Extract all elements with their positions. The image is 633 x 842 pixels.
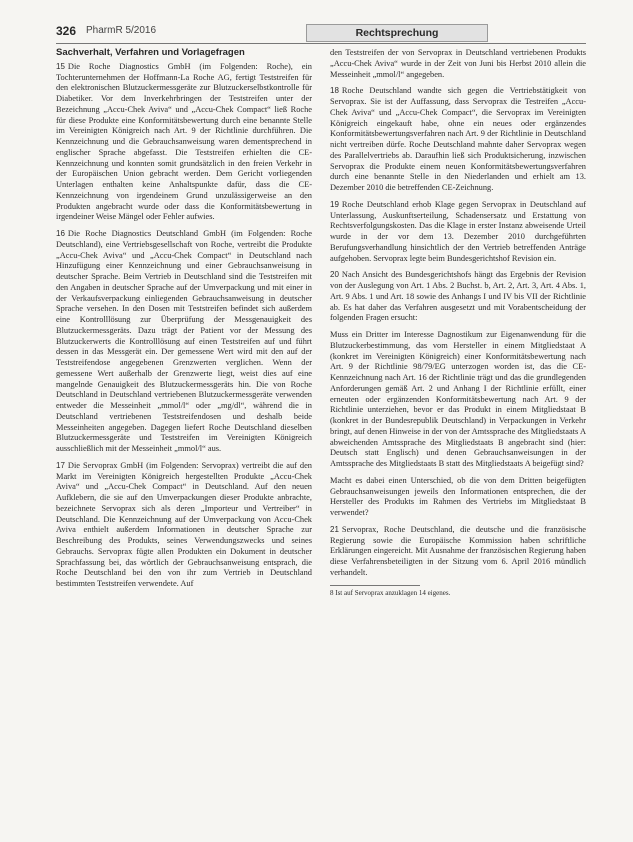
- page-header: [56, 22, 586, 42]
- header-divider: [56, 43, 586, 44]
- paragraph-20: [330, 270, 586, 324]
- paragraph-number: 17: [56, 460, 65, 470]
- paragraph-text: Roche Deutschland wandte sich gegen die Vertriebstätigkeit von Servoprax. Sie ist der Auffassung, dass Servoprax die Testreifen „Accu-Chek Aviva“ und „Accu-Chek Compact“, die Servoprax im Vereinigten Königreich eingekauft habe, ohne ein neues oder ergänzendes Konformitätsbewertungsverfahren nach Art. 9 der Richtlinie in Deutschland nicht vertreiben dürfe. Roche Deutschland mahnte daher Servoprax wegen des Parallelvertriebs ab. Daraufhin ließ sich Produktsicherung, inzwischen Servoprax die Produkte einem neuen Konformitätsbewertungsverfahren durch eine benannte Stelle in den Niederlanden und erhielt am 13. Dezember 2010 die betreffenden CE-Zeichnung.: [330, 86, 586, 192]
- referred-question-2: Macht es dabei einen Unterschied, ob die von dem Dritten beigefügten Gebrauchsanweisungen jeweils den Informationen entsprechen, die der Hersteller des Produkts im Rahmen des Vertriebs im Mitgliedstaat B verwendet?: [330, 475, 586, 517]
- continued-paragraph: den Teststreifen der von Servoprax in Deutschland vertriebenen Produkts „Accu-Chek Aviva“ wurde in der Zeit von Juni bis Herbst 2010 allein die Messeinheit „mmol/l“ angegeben.: [330, 48, 586, 79]
- left-column: [56, 48, 312, 596]
- paragraph-18: [330, 86, 586, 194]
- right-column: [330, 48, 586, 598]
- paragraph-text: Servoprax, Roche Deutschland, die deutsche und die französische Regierung sowie die Europäische Kommission haben schriftliche Erklärungen eingereicht. Mit Ausnahme der französischen Regierung haben diese Verfahrensbeteiligten in der Sitzung vom 6. April 2016 mündlich verhandelt.: [330, 524, 586, 577]
- section-title: Rechtsprechung: [306, 24, 488, 42]
- section-heading: Sachverhalt, Verfahren und Vorlagefragen: [56, 47, 245, 58]
- journal-issue: PharmR 5/2016: [86, 25, 157, 36]
- paragraph-text: Roche Deutschland erhob Klage gegen Servoprax in Deutschland auf Unterlassung, Auskunftserteilung, Schadensersatz und Erstattung von Rechtsverfolgungskosten. Das die Klage in erster Instanz abweisende Urteil wurde in der vor dem 13. Dezember 2010 durchgeführten Berufungsverhandlung hinsichtlich der den Vertrieb betreffenden Anträge aufgehoben. Servoprax legte beim Bundesgerichtshof Revision ein.: [330, 199, 586, 263]
- paragraph-number: 15: [56, 61, 65, 71]
- paragraph-text: Die Servoprax GmbH (im Folgenden: Servoprax) vertreibt die auf den Markt im Vereinigten Königreich hergestellten Produkte „Accu-Chek Aviva“ und „Accu-Chek Compact“ in Deutschland. Auf den neuen Aufklebern, die sie auf den Umverpackungen dieser Produkte anbrachte, bezeichnete Servoprax sich als deren „Importeur und Vertreiber“ in Deutschland. Die Kennzeichnung auf der Umverpackung von Accu-Chek Aviva enthielt außerdem Informationen in deutscher Sprache zur Beschreibung des Produkts, seines Verwendungszwecks und seines Gebrauchs. Servoprax fügte allen Produkten ein Dokument in deutscher Sprachfassung bei, das wörtlich der Gebrauchsanweisung entsprach, die Roche Deutschland bei den von ihr zum Vertrieb in Deutschland bestimmten Teststreifen verwendete. Auf: [56, 460, 312, 588]
- paragraph-number: 21: [330, 524, 339, 534]
- paragraph-16: [56, 229, 312, 455]
- footnote: 8 Ist auf Servoprax anzuklagen 14 eigenes.: [330, 588, 451, 597]
- paragraph-text: Die Roche Diagnostics GmbH (im Folgenden: Roche), ein Tochterunternehmen der Hoffmann-La Roche AG, fertigt Teststreifen für den elektronischen Blutzuckermessgeräte zur Blutzuckerselbstkontrolle für Diabetiker. Vor dem Inverkehrbringen der Teststreifen unter der Bezeichnung „Accu-Chek Aviva“ und „Accu-Chek Compact“ ließ Roche für diese Produkte eine Konformitätsbewertung durch eine benannte Stelle im Vereinigten Königreich nach Art. 9 der Richtlinie durchführen. Die Kennzeichnung und die Gebrauchsanweisung waren dementsprechend in englischer Sprache abgefasst. Die Teststreifen erhielten die CE-Kennzeichnung und konnten somit grundsätzlich in den freien Verkehr in der Europäischen Union gebracht werden. Dem Gericht vorliegenden Unterlagen enthalten keine Anhaltspunkte dafür, dass die CE-Kennzeichnung von irgendeinem Grund unzulässigerweise an den Produkten angebracht wurde oder dass die Konformitätsbewertung in irgendeiner Weise Mängel oder Fehler aufwies.: [56, 61, 312, 222]
- paragraph-number: 19: [330, 199, 339, 209]
- paragraph-number: 16: [56, 229, 65, 238]
- footnote-divider: [330, 585, 420, 586]
- paragraph-17: [56, 461, 312, 590]
- paragraph-number: 20: [330, 270, 339, 280]
- page-number: 326: [56, 24, 77, 38]
- paragraph-19: [330, 200, 586, 265]
- paragraph-21: [330, 525, 586, 579]
- paragraph-text: Die Roche Diagnostics Deutschland GmbH (im Folgenden: Roche Deutschland), eine Vertriebsgesellschaft von Roche, vertreibt die Produkte „Accu-Chek Aviva“ und „Accu-Chek Compact“ in Deutschland nach Hinzufügung einer Kennzeichnung und einer Gebrauchsanweisung in deutscher Sprache. Beim Vertrieb in Deutschland sind die Teststreifen mit den Angaben in deutscher Sprache auf der Umverpackung und mit einer in der Verkaufsverpackung einliegenden Gebrauchsanweisung in deutscher Sprache versehen. In den Dosen mit Teststreifen befindet sich außerdem eine Kontrolllösung zur Überprüfung der Messgenauigkeit des Blutzuckermessgeräts. Dazu trägt der Patient vor der Messung des Blutzuckerwerts die Kontrolllösung auf einen Teststreifen auf und führt dessen in das Messgerät ein. Der gemessene Wert wird mit den auf der Teststreifendose angegebenen Grenzwerten verglichen. Wenn der gemessene Wert außerhalb der Grenzwerte liegt, weist dies auf eine mangelnde Genauigkeit des Blutzuckermessgeräts hin. Die von Roche Deutschland in Deutschland vertriebenen Blutzuckermessgeräte verwenden entweder die Messeinheit „mmol/l“ oder „mg/dl“, während die in Deutschland vertriebenen Teststreifendosen und deshalb beide Messeinheiten angegeben. Dagegen liefert Roche Deutschland dieselben Blutzuckermessgeräte und Teststreifen im Vereinigten Königreich ausschließlich mit der Messeinheit „mmol/l“ aus.: [56, 229, 312, 453]
- paragraph-number: 18: [330, 86, 339, 96]
- paragraph-text: Nach Ansicht des Bundesgerichtshofs hängt das Ergebnis der Revision von der Auslegung von Art. 1 Abs. 2 Buchst. b, Art. 2, Art. 3, Art. 4 Abs. 1, Art. 9 Abs. 1 und Art. 18 sowie des Anhangs I und IV bis VII der Richtlinie ab. Es hat daher das Verfahren ausgesetzt und mit Vorabentscheidung der folgenden Fragen ersucht:: [330, 270, 586, 323]
- paragraph-15: [56, 62, 312, 223]
- referred-question-1: Muss ein Dritter im Interesse Dagnostikum zur Eigenanwendung für die Blutzuckerbestimmung, das vom Hersteller in einem Mitgliedstaat A (konkret im Vereinigten Königreich) einer Konformitätsbewertung nach Art. 9 der Richtlinie 98/79/EG unterzogen worden ist, das die CE-Kennzeichnung nach Art. 16 der Richtlinie trägt und das die grundlegenden Anforderungen gemäß Art. 2 und Anhang I der Richtlinie erfüllt, einer erneuten oder ergänzenden Konformitätsbewertung nach Art. 9 der Richtlinie unterziehen, bevor er das Produkt in einem Mitgliedstaat B (konkret in der Bundesrepublik Deutschland) in Verpackungen in Verkehr bringt, auf denen Hinweise in der von der Amtssprache des Mitgliedstaats A abweichenden Amtssprache des Mitgliedstaats B angebracht sind (hier: Deutsch statt Englisch) und denen Gebrauchsanweisungen in der Amtssprache des Mitgliedstaats B statt des Mitgliedstaats A beigefügt sind?: [330, 330, 586, 468]
